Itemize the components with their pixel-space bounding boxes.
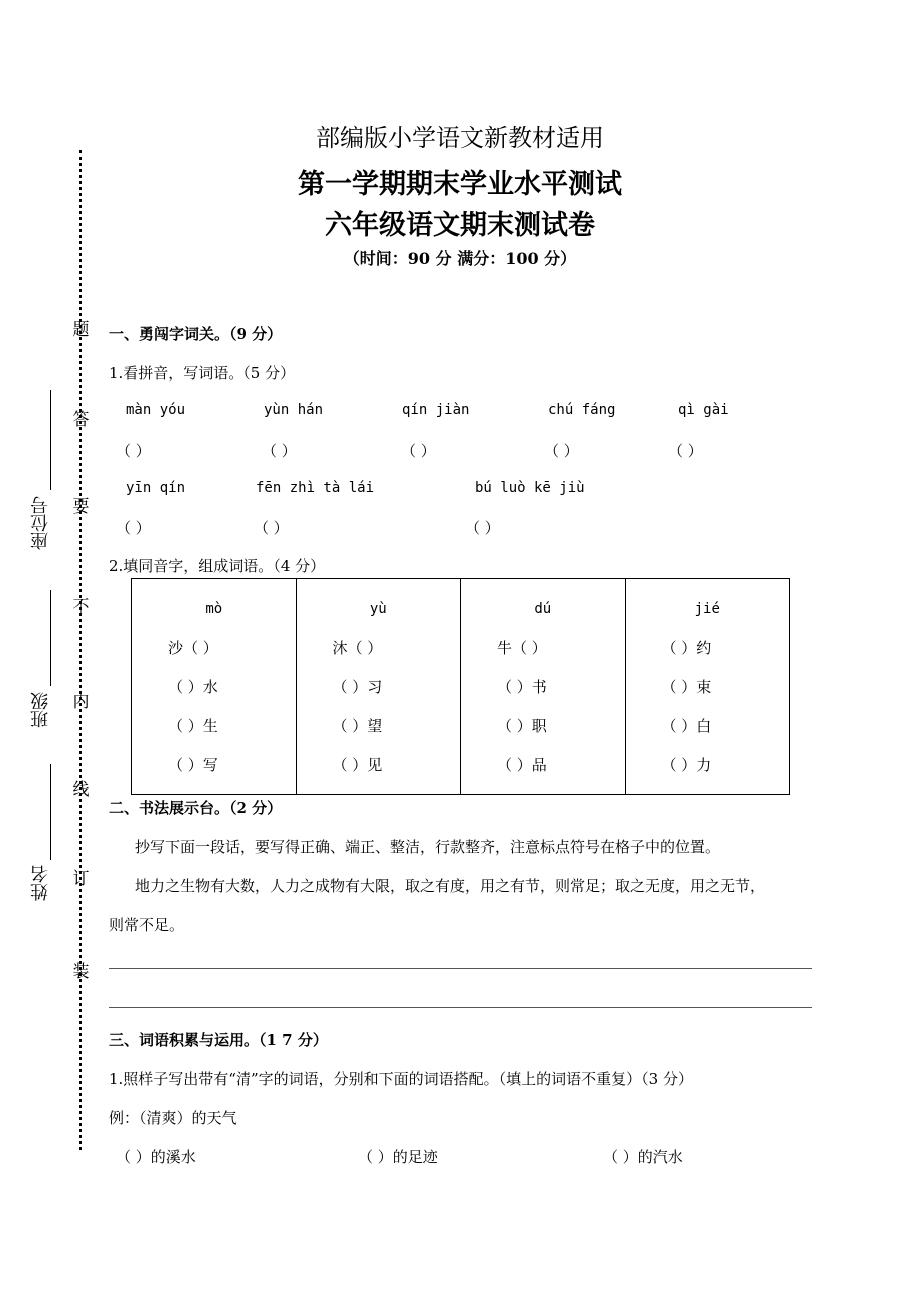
pinyin-item: fēn zhì tà lái (256, 480, 375, 496)
answer-blank[interactable]: （ ） (116, 519, 151, 537)
column-pinyin: yù (369, 601, 387, 617)
header-paper-title: 六年级语文期末测试卷 (325, 210, 595, 241)
answer-blank[interactable]: （ ） (401, 442, 436, 460)
fill-item[interactable]: 牛（ ） (497, 639, 547, 657)
column-pinyin: mò (205, 601, 223, 617)
section2-instruction: 抄写下面一段话，要写得正确、端正、整洁，行款整齐，注意标点符号在格子中的位置。 (135, 838, 721, 856)
pinyin-item: qín jiàn (402, 402, 470, 418)
pinyin-item: bú luò kē jiù (475, 480, 585, 496)
fill-item[interactable]: 沙（ ） (168, 639, 218, 657)
answer-blank[interactable]: （ ） (254, 519, 289, 537)
s3-q1-prompt: 1.照样子写出带有“清”字的词语，分别和下面的词语搭配。（填上的词语不重复）（3 分） (109, 1070, 693, 1088)
name-label: 姓名 (30, 865, 51, 901)
binding-char: 订 (72, 869, 90, 889)
binding-char: 题 (72, 320, 90, 340)
fill-item[interactable]: （ ）品 (497, 756, 547, 774)
q2-prompt: 2.填同音字，组成词语。（4 分） (109, 557, 326, 575)
binding-char: 线 (72, 780, 90, 800)
fill-item[interactable]: （ ）束 (661, 678, 712, 696)
q1-prompt: 1.看拼音，写词语。（5 分） (109, 364, 296, 382)
binding-char: 不 (72, 597, 90, 617)
answer-blank[interactable]: （ ） (262, 442, 297, 460)
fill-item[interactable]: （ ）见 (332, 756, 383, 774)
section2-title: 二、书法展示台。（2 分） (109, 799, 283, 817)
pinyin-item: yùn hán (264, 402, 324, 418)
fill-item[interactable]: （ ）书 (497, 678, 547, 696)
answer-blank[interactable]: （ ） (465, 519, 500, 537)
fill-item[interactable]: （ ）职 (497, 717, 547, 735)
match-blank[interactable]: （ ）的足迹 (358, 1148, 438, 1166)
binding-char: 内 (72, 692, 90, 712)
answer-blank[interactable]: （ ） (544, 442, 579, 460)
pinyin-item: qì gài (678, 402, 729, 418)
homophone-column (132, 579, 297, 795)
copy-writing-line[interactable] (109, 1007, 812, 1008)
pinyin-item: chú fáng (548, 402, 616, 418)
homophone-column (625, 579, 790, 795)
binding-char: 装 (72, 962, 90, 982)
section1-title: 一、勇闯字词关。（9 分） (109, 325, 283, 343)
fill-item[interactable]: （ ）望 (332, 717, 383, 735)
class-field[interactable] (30, 692, 56, 728)
fill-item[interactable]: （ ）写 (168, 756, 218, 774)
answer-blank[interactable]: （ ） (116, 442, 151, 460)
fill-item[interactable]: （ ）白 (661, 717, 712, 735)
fill-item[interactable]: （ ）习 (332, 678, 383, 696)
binding-dotted-line (79, 150, 82, 1150)
fill-item[interactable]: （ ）约 (661, 639, 712, 657)
pinyin-item: yīn qín (126, 480, 186, 496)
fill-item[interactable]: （ ）生 (168, 717, 218, 735)
header-publisher: 部编版小学语文新教材适用 (316, 124, 604, 152)
seat-write-line[interactable] (50, 390, 51, 490)
match-blank[interactable]: （ ）的溪水 (116, 1148, 196, 1166)
header-exam-title: 第一学期期末学业水平测试 (298, 169, 622, 200)
name-write-line[interactable] (50, 764, 51, 860)
copy-writing-line[interactable] (109, 968, 812, 969)
answer-blank[interactable]: （ ） (668, 442, 703, 460)
binding-char: 答 (72, 410, 90, 430)
header-time-score: （时间：90 分 满分：100 分） (343, 249, 577, 268)
passage-line: 则常不足。 (109, 916, 185, 934)
homophone-column (461, 579, 626, 795)
fill-item[interactable]: （ ）水 (168, 678, 218, 696)
seat-field[interactable] (30, 496, 56, 550)
column-pinyin: jié (694, 601, 720, 617)
fill-item[interactable]: （ ）力 (661, 756, 712, 774)
name-field[interactable] (30, 865, 56, 901)
seat-label: 座位号 (30, 496, 51, 550)
homophone-column (296, 579, 461, 795)
binding-char: 要 (72, 497, 90, 517)
column-pinyin: dú (534, 601, 552, 617)
fill-item[interactable]: 沐（ ） (332, 639, 383, 657)
match-blank[interactable]: （ ）的汽水 (603, 1148, 683, 1166)
pinyin-item: màn yóu (126, 402, 186, 418)
passage-line: 地力之生物有大数，人力之成物有大限，取之有度，用之有节，则常足；取之无度，用之无节， (135, 877, 766, 895)
class-write-line[interactable] (50, 590, 51, 686)
class-label: 班级 (30, 692, 51, 728)
s3-example: 例：（清爽）的天气 (109, 1109, 237, 1127)
homophone-table (131, 578, 790, 795)
section3-title: 三、词语积累与运用。（1 7 分） (109, 1031, 328, 1049)
